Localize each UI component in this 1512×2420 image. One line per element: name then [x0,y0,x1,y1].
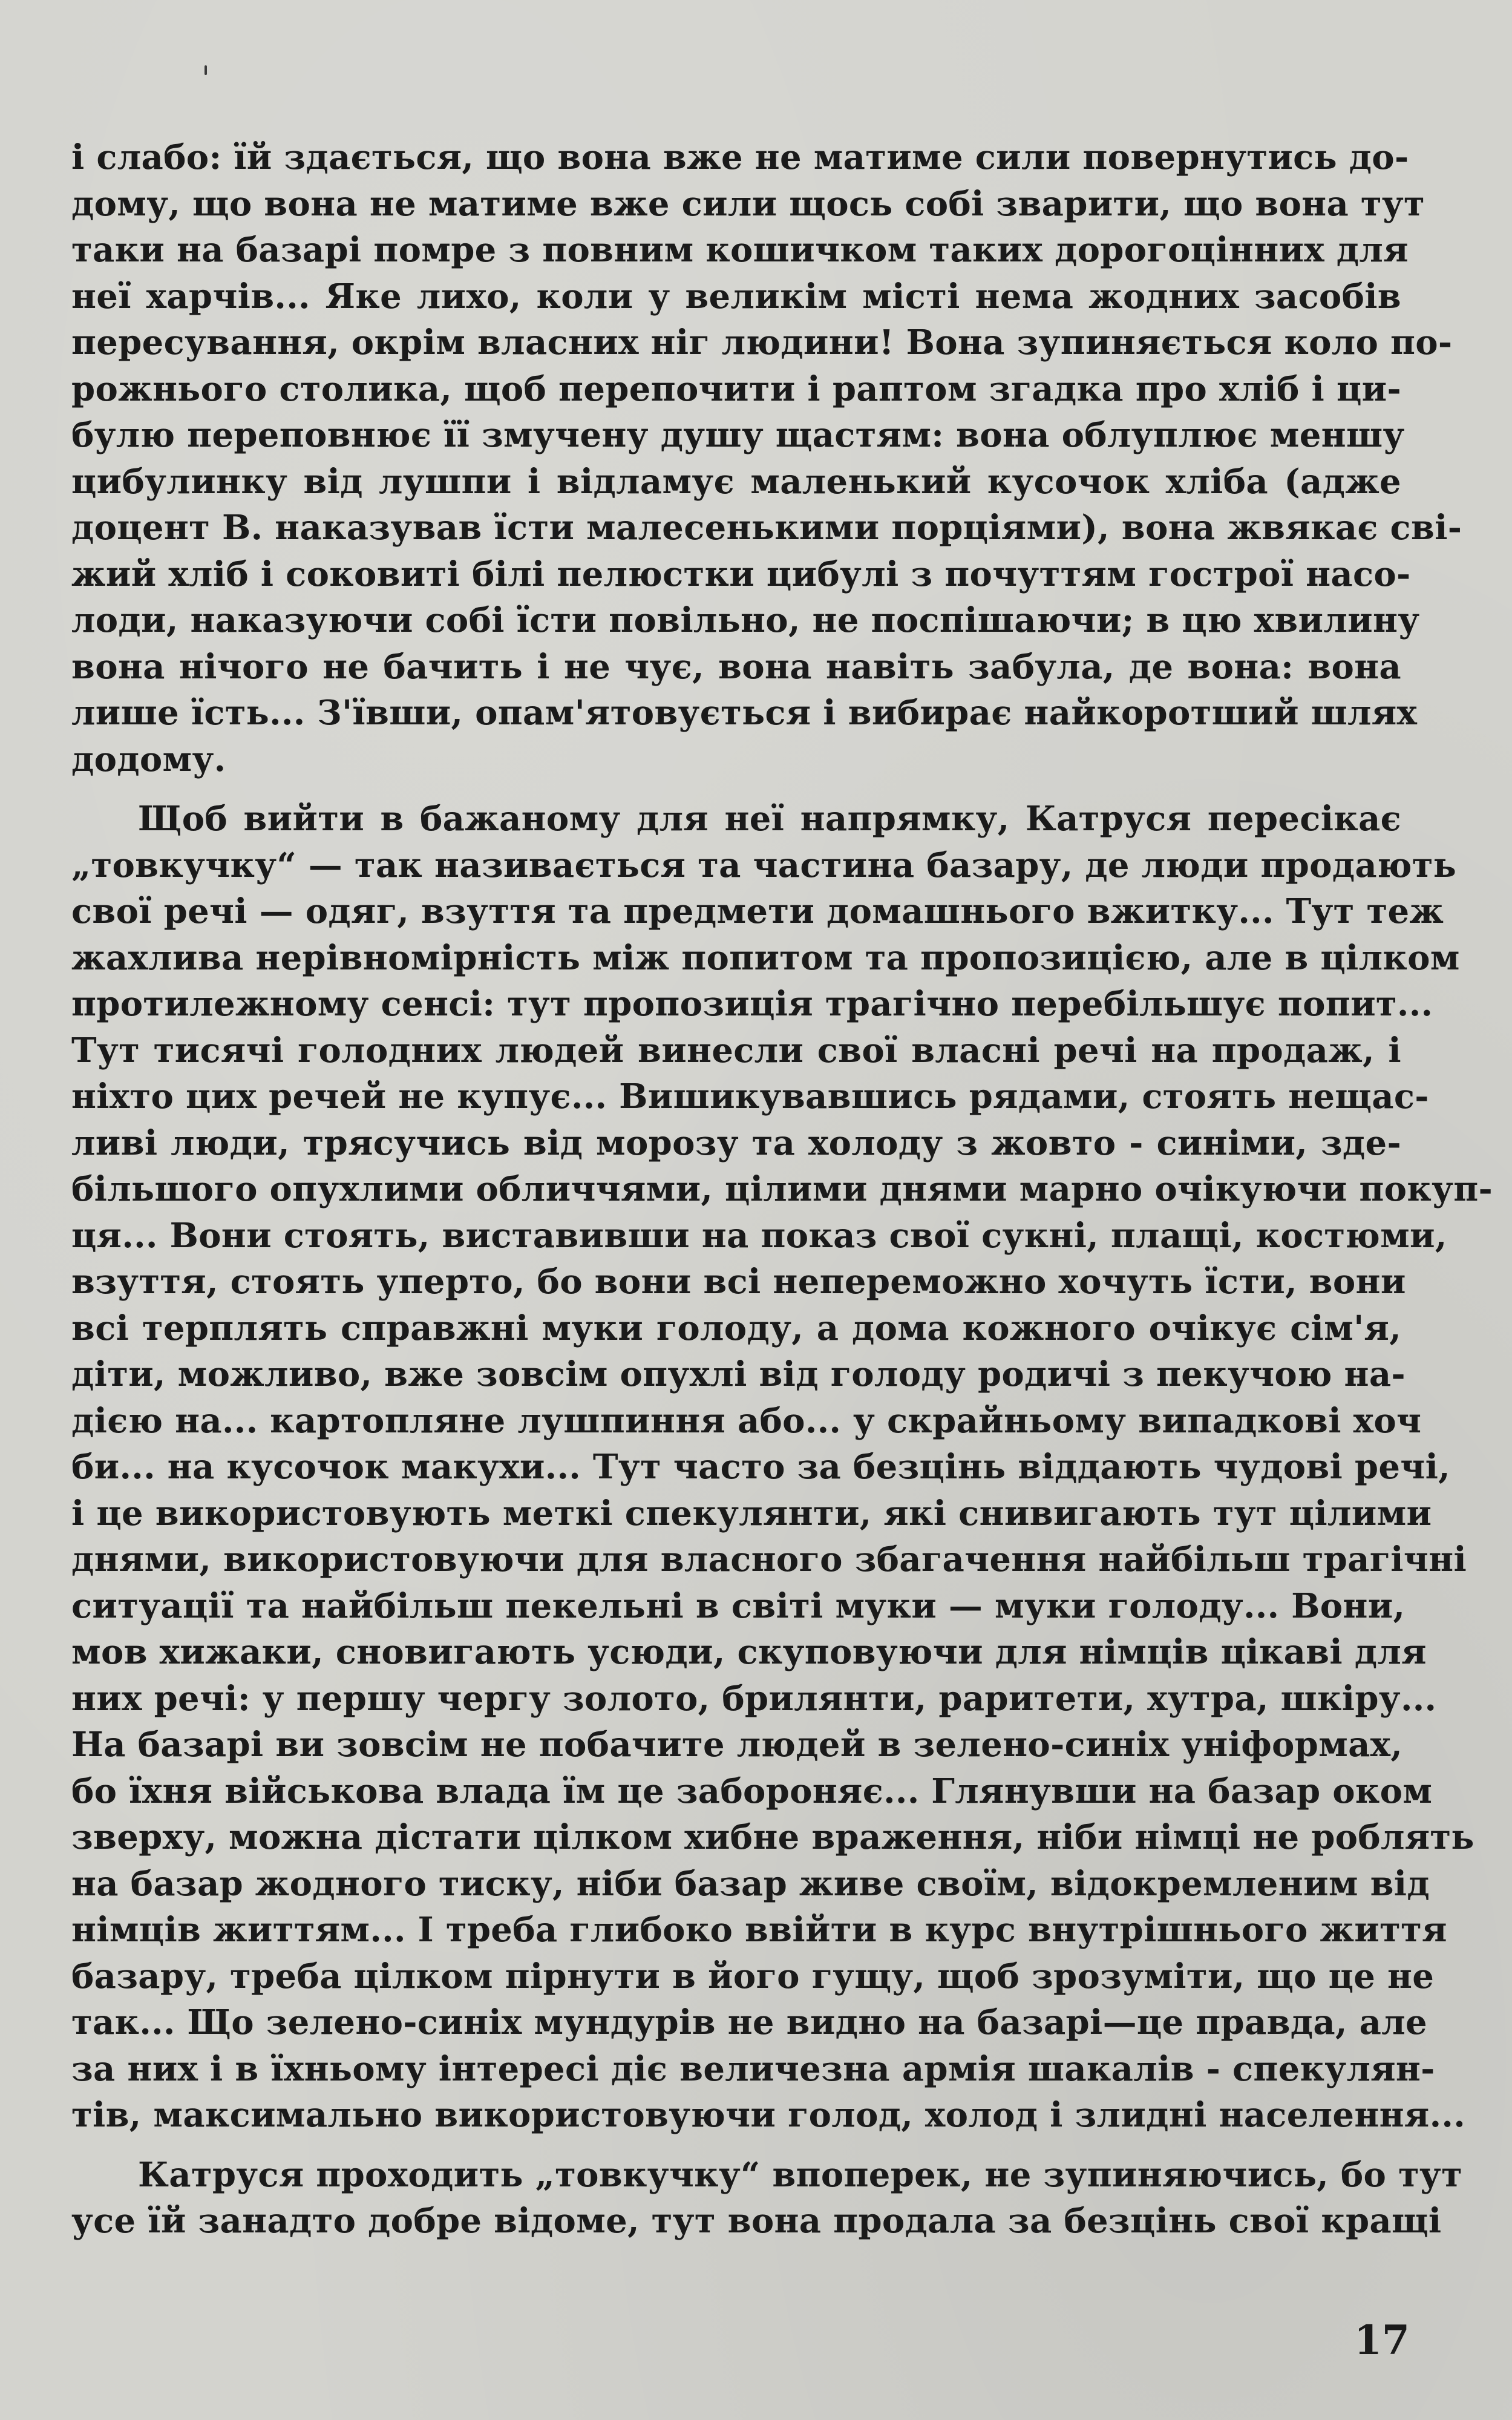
text-line: взуття, стоять уперто, бо вони всі непереможно хочуть їсти, вони [71,1262,1406,1302]
text-line: пересування, окрім власних ніг людини! Вона зупиняється коло по- [71,323,1453,362]
text-line: булю переповнює її змучену душу щастям: вона облуплює меншу [71,415,1405,455]
text-line: „товкучку“ — так називається та частина базару, де люди продають [71,845,1457,885]
paragraph [71,796,1493,2139]
text-line: так... Що зелено-синіх мундурів не видно на базарі—це правда, але [71,2002,1427,2042]
text-line: таки на базарі помре з повним кошичком таких дорогоцінних для [71,230,1409,270]
text-line: лоди, наказуючи собі їсти повільно, не поспішаючи; в цю хвилину [71,600,1420,640]
text-line: доцент В. наказував їсти малесенькими порціями), вона жвякає сві- [71,508,1462,548]
text-line: діти, можливо, вже зовсім опухлі від голоду родичі з пекучою на- [71,1354,1406,1394]
text-line: би... на кусочок макухи... Тут часто за безцінь віддають чудові речі, [71,1447,1450,1487]
text-line: зверху, можна дістати цілком хибне враження, ніби німці не роблять [71,1817,1474,1857]
text-line: додому. [71,739,226,779]
text-line: вона нічого не бачить і не чує, вона навіть забула, де вона: вона [71,646,1401,687]
text-line: неї харчів... Яке лихо, коли у великім місті нема жодних засобів [71,276,1401,316]
text-line: ливі люди, трясучись від морозу та холоду з жовто - синіми, зде- [71,1123,1401,1163]
text-line: ситуації та найбільш пекельні в світі муки — муки голоду... Вони, [71,1585,1406,1626]
text-line: днями, використовуючи для власного збагачення найбільш трагічні [71,1540,1467,1579]
text-line: всі терплять справжні муки голоду, а дома кожного очікує сім'я, [71,1308,1401,1348]
text-line: дією на... картопляне лушпиння або... у скрайньому випадкові хоч [71,1400,1422,1441]
text-line: на базар жодного тиску, ніби базар живе своїм, відокремленим від [71,1863,1430,1904]
text-line: мов хижаки, сновигають усюди, скуповуючи для німців цікаві для [71,1632,1427,1672]
text-line: усе їй занадто добре відоме, тут вона продала за безцінь свої кращі [71,2201,1442,2241]
paragraph-gap [71,2139,1401,2152]
text-line: лише їсть... З'ївши, опам'ятовується і вибирає найкоротший шлях [71,693,1418,733]
text-line: і слабо: їй здається, що вона вже не матиме сили повернутись до- [71,137,1409,177]
text-line: дому, що вона не матиме вже сили щось собі зварити, що вона тут [71,183,1425,224]
text-line: жахлива нерівномірність між попитом та пропозицією, але в цілком [71,937,1460,978]
text-line: Тут тисячі голодних людей винесли свої власні речі на продаж, і [71,1030,1401,1071]
text-line: Катруся проходить „товкучку“ впоперек, не зупиняючись, бо тут [138,2154,1463,2195]
text-line: На базарі ви зовсім не побачите людей в зелено-синіх уніформах, [71,1725,1403,1765]
text-line: них речі: у першу чергу золото, брилянти, раритети, хутра, шкіру... [71,1678,1437,1719]
text-line: Щоб вийти в бажаному для неї напрямку, Катруся пересікає [138,799,1401,839]
text-line: базару, треба цілком пірнути в його гущу, щоб зрозуміти, що це не [71,1956,1435,1996]
body-text [71,134,1493,2245]
paragraph [71,2152,1463,2245]
text-line: ніхто цих речей не купує... Вишикувавшись рядами, стоять нещас- [71,1077,1429,1117]
text-line: німців життям... І треба глибоко ввійти в курс внутрішнього життя [71,1910,1447,1950]
page-number: 17 [1354,2317,1410,2364]
text-line: рожнього столика, щоб перепочити і раптом згадка про хліб і ци- [71,369,1401,409]
paragraph [71,134,1462,782]
text-line: протилежному сенсі: тут пропозиція трагічно перебільшує попит... [71,984,1433,1024]
text-line: за них і в їхньому інтересі діє величезна армія шакалів - спекулян- [71,2048,1435,2089]
text-line: бо їхня військова влада їм це забороняє... Глянувши на базар оком [71,1771,1433,1811]
text-line: цибулинку від лушпи і відламує маленький кусочок хліба (адже [71,461,1401,502]
text-line: свої речі — одяг, взуття та предмети домашнього вжитку... Тут теж [71,891,1444,931]
text-line: і це використовують меткі спекулянти, які снивигають тут цілими [71,1493,1432,1533]
paragraph-gap [71,782,1401,796]
ink-speck [205,65,207,75]
text-line: жий хліб і соковиті білі пелюстки цибулі з почуттям гострої насо- [71,554,1411,594]
text-line: тів, максимально використовуючи голод, холод і злидні населення... [71,2095,1465,2135]
text-line: більшого опухлими обличчями, цілими днями марно очікуючи покуп- [71,1169,1493,1209]
text-line: ця... Вони стоять, виставивши на показ свої сукні, плащі, костюми, [71,1215,1447,1256]
